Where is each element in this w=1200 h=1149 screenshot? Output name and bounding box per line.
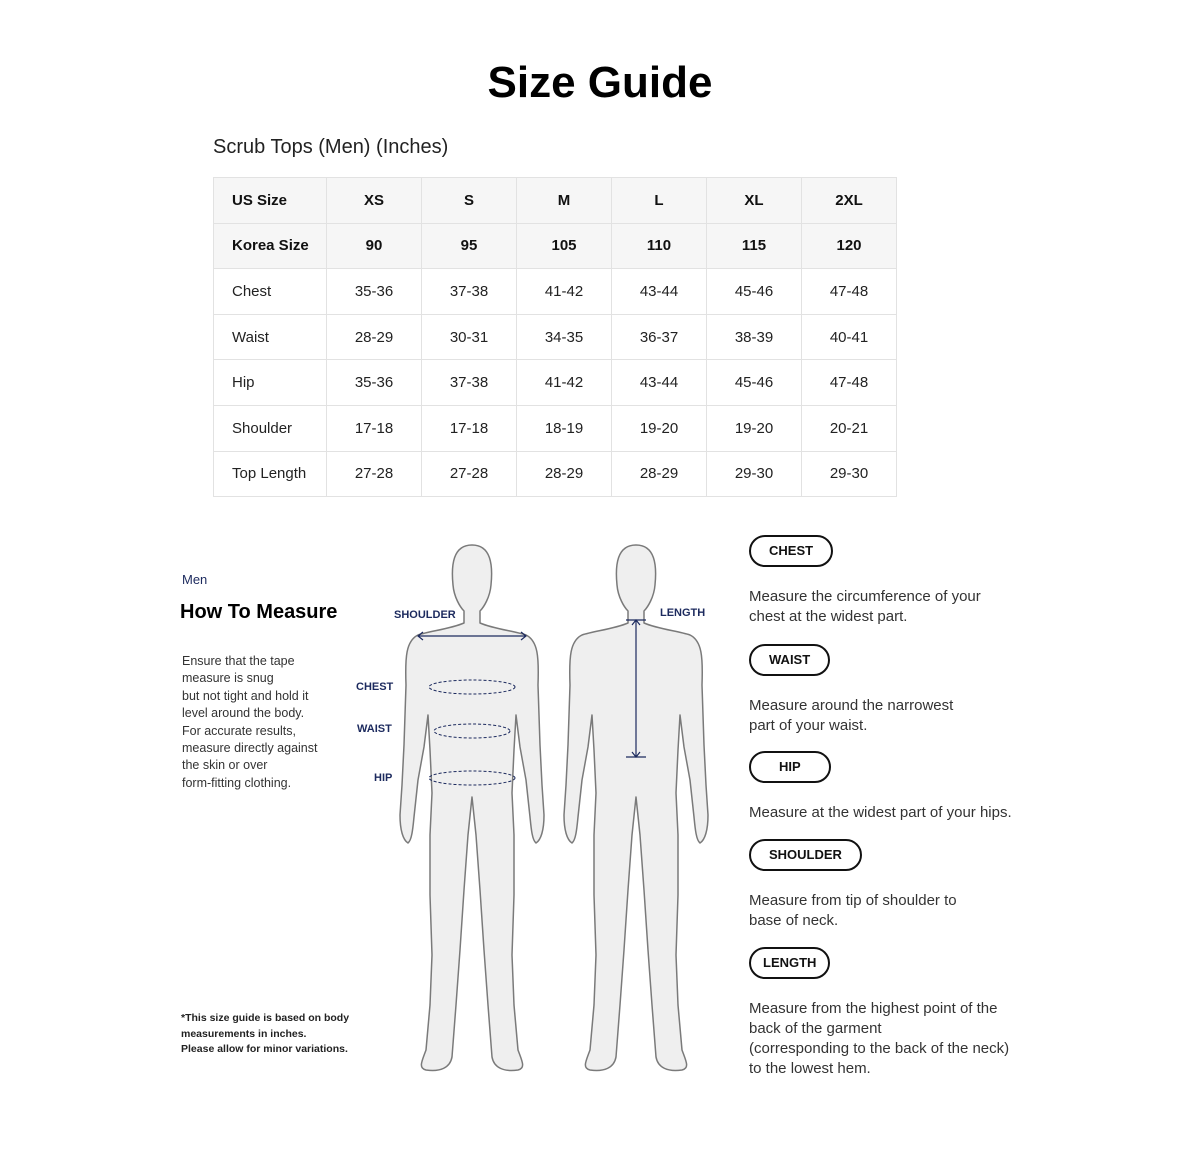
table-row	[214, 178, 897, 224]
table-cell: 45-46	[707, 269, 802, 315]
table-cell: 120	[802, 223, 897, 269]
table-row	[214, 360, 897, 406]
row-label: Korea Size	[214, 223, 327, 269]
how-to-measure-title: How To Measure	[180, 601, 338, 623]
table-cell: 18-19	[517, 405, 612, 451]
body-figures-illustration	[350, 535, 720, 1080]
table-cell: 20-21	[802, 405, 897, 451]
table-cell: 41-42	[517, 360, 612, 406]
hip-pill: HIP	[749, 751, 831, 783]
size-chart-table	[213, 177, 897, 497]
table-cell: XS	[327, 178, 422, 224]
table-cell: 19-20	[612, 405, 707, 451]
table-caption: Scrub Tops (Men) (Inches)	[213, 136, 449, 158]
measure-item-shoulder	[749, 839, 957, 931]
table-cell: 37-38	[422, 360, 517, 406]
row-label: Shoulder	[214, 405, 327, 451]
row-label: Hip	[214, 360, 327, 406]
table-cell: 47-48	[802, 269, 897, 315]
table-row	[214, 223, 897, 269]
table-cell: M	[517, 178, 612, 224]
table-cell: 110	[612, 223, 707, 269]
table-cell: 28-29	[517, 451, 612, 497]
table-cell: 41-42	[517, 269, 612, 315]
measure-item-hip	[749, 751, 1012, 823]
table-cell: 35-36	[327, 269, 422, 315]
table-cell: 38-39	[707, 314, 802, 360]
table-cell: 29-30	[802, 451, 897, 497]
gender-label: Men	[182, 572, 208, 587]
table-cell: 28-29	[327, 314, 422, 360]
chest-figure-label: CHEST	[356, 681, 394, 693]
waist-figure-label: WAIST	[357, 723, 392, 735]
table-cell: 47-48	[802, 360, 897, 406]
hip-figure-label: HIP	[374, 772, 393, 784]
table-cell: 34-35	[517, 314, 612, 360]
front-body-figure	[400, 545, 544, 1070]
table-cell: 27-28	[422, 451, 517, 497]
table-cell: XL	[707, 178, 802, 224]
waist-pill: WAIST	[749, 644, 830, 676]
chest-description: Measure the circumference of your chest at the widest part.	[749, 588, 981, 625]
page-title: Size Guide	[487, 58, 713, 107]
row-label: Top Length	[214, 451, 327, 497]
table-cell: 27-28	[327, 451, 422, 497]
length-figure-label: LENGTH	[660, 607, 706, 619]
table-cell: 37-38	[422, 269, 517, 315]
table-cell: 90	[327, 223, 422, 269]
shoulder-figure-label: SHOULDER	[394, 609, 456, 621]
shoulder-pill: SHOULDER	[749, 839, 862, 871]
table-cell: 43-44	[612, 269, 707, 315]
table-cell: 17-18	[327, 405, 422, 451]
table-cell: 19-20	[707, 405, 802, 451]
table-cell: 95	[422, 223, 517, 269]
measure-item-length	[749, 947, 1009, 1079]
row-label: Chest	[214, 269, 327, 315]
table-cell: 29-30	[707, 451, 802, 497]
table-cell: 40-41	[802, 314, 897, 360]
table-cell: 105	[517, 223, 612, 269]
length-description: Measure from the highest point of the back of the garment (corresponding to the back of the neck) to the lowest hem.	[749, 1000, 1010, 1077]
table-row	[214, 314, 897, 360]
table-cell: 43-44	[612, 360, 707, 406]
table-cell: 30-31	[422, 314, 517, 360]
table-cell: 35-36	[327, 360, 422, 406]
measure-instructions: Ensure that the tape measure is snug but not tight and hold it level around the body. For accurate results, measure directly against the skin or over form-fitting clothing.	[182, 654, 318, 790]
table-row	[214, 405, 897, 451]
table-cell: 45-46	[707, 360, 802, 406]
table-row	[214, 269, 897, 315]
row-label: US Size	[214, 178, 327, 224]
row-label: Waist	[214, 314, 327, 360]
table-cell: L	[612, 178, 707, 224]
table-cell: 36-37	[612, 314, 707, 360]
table-cell: 115	[707, 223, 802, 269]
size-footnote: *This size guide is based on body measurements in inches. Please allow for minor variations.	[181, 1012, 350, 1056]
table-row	[214, 451, 897, 497]
chest-pill: CHEST	[749, 535, 833, 567]
measure-item-waist	[749, 644, 953, 736]
table-cell: 2XL	[802, 178, 897, 224]
table-cell: S	[422, 178, 517, 224]
shoulder-description: Measure from tip of shoulder to base of neck.	[749, 892, 957, 929]
table-cell: 17-18	[422, 405, 517, 451]
length-pill: LENGTH	[749, 947, 830, 979]
hip-description: Measure at the widest part of your hips.	[749, 804, 1012, 821]
table-cell: 28-29	[612, 451, 707, 497]
waist-description: Measure around the narrowest part of your waist.	[749, 697, 954, 734]
measure-item-chest	[749, 535, 981, 627]
